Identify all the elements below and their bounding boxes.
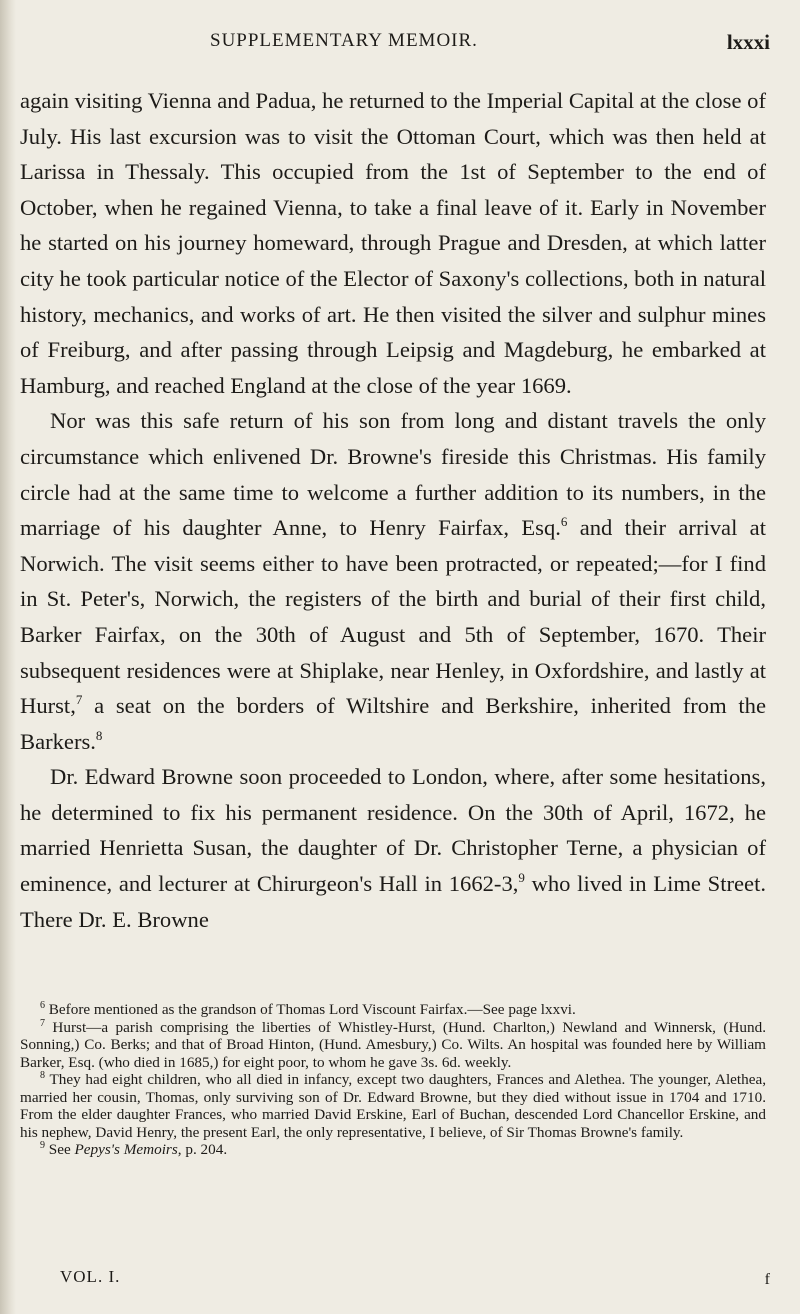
footnote-9-title: Pepys's Memoirs (74, 1141, 178, 1158)
footnote-7-text: Hurst—a parish comprising the liberties of Whistley-Hurst, (Hund. Charlton,) Newland and Winnersk, (Hund. Sonning,) Co. Berks; and that of Broad Hinton, (Hund. Amesbury,) Co. Wilts. An hospital was founded here by William Barker, Esq. (who died in 1685,) for eight poor, to whom he gave 3s. 6d. weekly. (20, 1018, 766, 1071)
footnote-ref-8: 8 (95, 727, 103, 743)
running-title: SUPPLEMENTARY MEMOIR. (210, 30, 478, 51)
paragraph-3 (20, 759, 766, 937)
paragraph-3-part-a: Dr. Edward Browne soon proceeded to London, where, after some hesitations, he determined to fix his permanent residence. On the 30th of April, 1672, he married Henrietta Susan, the daughter of Dr. Christopher Terne, a physician of eminence, and lecturer at Chirurgeon's Hall in 1662-3, (20, 764, 766, 897)
running-header (60, 30, 770, 54)
footnote-6-mark: 6 (40, 1000, 45, 1011)
paragraph-2-part-a: Nor was this safe return of his son from long and distant travels the only circumstance which enlivened Dr. Browne's fireside this Christmas. His family circle had at the same time to welcome a further addition to its numbers, in the marriage of his daughter Anne, to Henry Fairfax, Esq. (20, 408, 766, 541)
footnote-6 (20, 1001, 766, 1019)
page-number: lxxxi (726, 30, 770, 54)
footnote-9-mark: 9 (40, 1140, 45, 1151)
footnote-ref-9: 9 (518, 870, 525, 886)
footnote-7-mark: 7 (40, 1017, 45, 1029)
footnote-8-text: They had eight children, who all died in infancy, except two daughters, Frances and Alethea. The younger, Alethea, married her cousin, Thomas, only surviving son of Dr. Edward Browne, but they died without issue in 1704 and 1710. From the elder daughter Frances, who married David Erskine, Earl of Buchan, descended Lord Chancellor Erskine, and his nephew, David Henry, the present Earl, the only representative, I believe, of Sir Thomas Browne's family. (20, 1071, 766, 1141)
paragraph-2 (20, 403, 766, 759)
binding-gutter (0, 0, 16, 1314)
footnote-9-pre: See (45, 1141, 75, 1158)
signature-mark: f (764, 1271, 770, 1288)
footnote-ref-7: 7 (75, 692, 83, 708)
footnote-8-mark: 8 (40, 1070, 45, 1081)
footnote-ref-6: 6 (560, 514, 568, 530)
volume-label: VOL. I. (60, 1267, 121, 1286)
footnotes (20, 1001, 766, 1159)
footnote-9 (20, 1141, 766, 1159)
paragraph-1: again visiting Vienna and Padua, he returned to the Imperial Capital at the close of July. His last excursion was to visit the Ottoman Court, which was then held at Larissa in Thessaly. This occupied from the 1st of September to the end of October, when he regained Vienna, to take a final leave of it. Early in November he started on his journey homeward, through Prague and Dresden, at which latter city he took particular notice of the Elector of Saxony's collections, both in natural history, mechanics, and works of art. He then visited the silver and sulphur mines of Freiburg, and after passing through Leipsig and Magdeburg, he embarked at Hamburg, and reached England at the close of the year 1669. (20, 88, 766, 398)
footnote-9-post: , p. 204. (177, 1141, 228, 1158)
footnote-7 (20, 1019, 766, 1072)
footnote-8 (20, 1071, 766, 1141)
paragraph-3-part-b: who lived in Lime Street. There Dr. E. Browne (20, 871, 766, 932)
main-text (20, 83, 766, 937)
paragraph-2-part-c: a seat on the borders of Wiltshire and Berkshire, inherited from the Barkers. (20, 693, 766, 754)
footnote-6-text: Before mentioned as the grandson of Thomas Lord Viscount Fairfax.—See page lxxvi. (45, 1001, 576, 1018)
signature-line (60, 1267, 776, 1289)
paragraph-2-part-b: and their arrival at Norwich. The visit seems either to have been protracted, or repeated;—for I find in St. Peter's, Norwich, the registers of the birth and burial of their first child, Barker Fairfax, on the 30th of August and 5th of September, 1670. Their subsequent residences were at Shiplake, near Henley, in Oxfordshire, and lastly at Hurst, (20, 515, 766, 719)
